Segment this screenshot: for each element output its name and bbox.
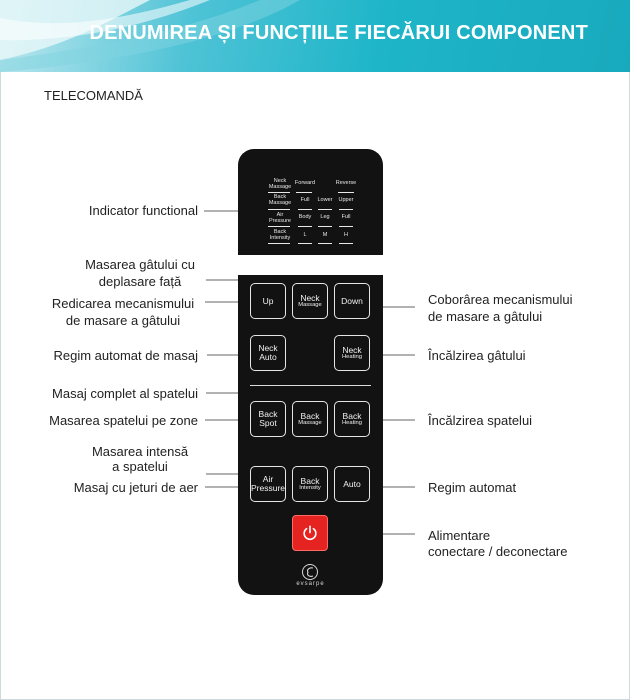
- indicator-full: Full: [300, 197, 310, 203]
- up-button[interactable]: [250, 283, 286, 319]
- back-intensity-button[interactable]: [292, 466, 328, 502]
- callout-power-line1: Alimentare: [428, 528, 491, 543]
- up-button-label: Up: [262, 295, 274, 306]
- back-massage-label: Back: [300, 410, 320, 421]
- back-spot-button[interactable]: [250, 401, 286, 437]
- brand-name: evsarpe: [296, 581, 325, 587]
- indicator-led: [298, 243, 312, 244]
- neck-massage-sublabel: Massage: [298, 302, 322, 309]
- callout-indicator: Indicator functional: [88, 203, 198, 218]
- callout-neck-forward-line2: deplasare față: [98, 274, 182, 289]
- indicator-led: [339, 226, 353, 227]
- remote-divider: [250, 385, 371, 386]
- callout-auto: Regim automat: [428, 480, 517, 495]
- callout-up-line2: de masare a gâtului: [65, 313, 181, 328]
- indicator-led: [338, 192, 354, 193]
- indicator-led: [268, 226, 290, 227]
- callout-intensity-line2: a spatelui: [112, 459, 168, 474]
- indicator-led: [339, 243, 353, 244]
- auto-button[interactable]: [334, 466, 370, 502]
- neck-auto-button[interactable]: [250, 335, 286, 371]
- indicator-leg: Leg: [320, 214, 330, 220]
- neck-massage-button[interactable]: [292, 283, 328, 319]
- callout-intensity-line1: Masarea intensă: [91, 444, 189, 459]
- brand-logo-icon: [301, 563, 319, 581]
- back-intensity-sublabel: Intensity: [299, 485, 321, 492]
- neck-heating-button[interactable]: [334, 335, 370, 371]
- auto-button-label: Auto: [343, 478, 361, 489]
- indicator-lower: Lower: [317, 197, 333, 203]
- neck-heating-label: Neck: [342, 344, 362, 355]
- indicator-led: [268, 192, 290, 193]
- indicator-reverse: Reverse: [335, 180, 357, 186]
- indicator-full-air: Full: [341, 214, 351, 220]
- callout-down-line2: de masare a gâtului: [428, 309, 543, 324]
- air-pressure-label: Air: [262, 474, 274, 485]
- callout-neck-auto: Regim automat de masaj: [53, 348, 198, 363]
- indicator-neck-massage: Neck Massage: [268, 178, 292, 190]
- indicator-led: [318, 243, 332, 244]
- page-title: DENUMIREA ȘI FUNCȚIILE FIECĂRUI COMPONENT: [89, 22, 588, 44]
- back-spot-label: Back: [258, 409, 278, 420]
- air-pressure-sublabel: Pressure: [251, 483, 286, 493]
- back-heating-button[interactable]: [334, 401, 370, 437]
- back-heating-sublabel: Heating: [342, 420, 362, 427]
- indicator-led: [318, 226, 332, 227]
- back-massage-sublabel: Massage: [298, 420, 322, 427]
- indicator-led: [268, 243, 290, 244]
- power-button[interactable]: [292, 515, 328, 551]
- callout-air: Masaj cu jeturi de aer: [73, 480, 198, 495]
- callout-back-heat: Încălzirea spatelui: [428, 413, 533, 428]
- remote-window-band: [238, 255, 383, 275]
- neck-auto-label: Neck: [258, 343, 278, 354]
- callout-up-line1: Redicarea mecanismului: [51, 296, 195, 311]
- indicator-l: L: [303, 232, 307, 238]
- neck-massage-label: Neck: [300, 292, 320, 303]
- indicator-led: [298, 209, 312, 210]
- neck-auto-sublabel: Auto: [259, 352, 277, 362]
- back-spot-sublabel: Spot: [259, 418, 277, 428]
- indicator-upper: Upper: [338, 197, 354, 203]
- callout-down-line1: Coborârea mecanismului: [428, 292, 573, 307]
- down-button[interactable]: [334, 283, 370, 319]
- back-heating-label: Back: [342, 410, 362, 421]
- back-massage-button[interactable]: [292, 401, 328, 437]
- indicator-led: [268, 209, 290, 210]
- back-intensity-label: Back: [300, 475, 320, 486]
- callout-back-full: Masaj complet al spatelui: [52, 386, 198, 401]
- indicator-led: [318, 209, 332, 210]
- indicator-led: [298, 226, 312, 227]
- section-title: TELECOMANDĂ: [44, 88, 143, 103]
- callout-back-spot: Masarea spatelui pe zone: [49, 413, 198, 428]
- indicator-body: Body: [298, 214, 312, 220]
- callout-power-line2: conectare / deconectare: [428, 544, 568, 559]
- remote-control: [238, 149, 383, 595]
- indicator-air-pressure: Air Pressure: [268, 212, 291, 224]
- neck-heating-sublabel: Heating: [342, 354, 362, 361]
- indicator-back-intensity: Back Intensity: [269, 229, 291, 241]
- indicator-m: M: [322, 232, 328, 238]
- air-pressure-button[interactable]: [250, 466, 286, 502]
- power-icon: [301, 524, 319, 542]
- callout-neck-heat: Încălzirea gâtului: [428, 348, 526, 363]
- down-button-label: Down: [341, 295, 363, 306]
- indicator-back-massage: Back Massage: [268, 194, 292, 206]
- callout-neck-forward-line1: Masarea gâtului cu: [85, 257, 195, 272]
- indicator-h: H: [344, 232, 348, 238]
- indicator-led: [339, 209, 353, 210]
- indicator-led: [296, 192, 312, 193]
- indicator-forward: Forward: [294, 180, 316, 186]
